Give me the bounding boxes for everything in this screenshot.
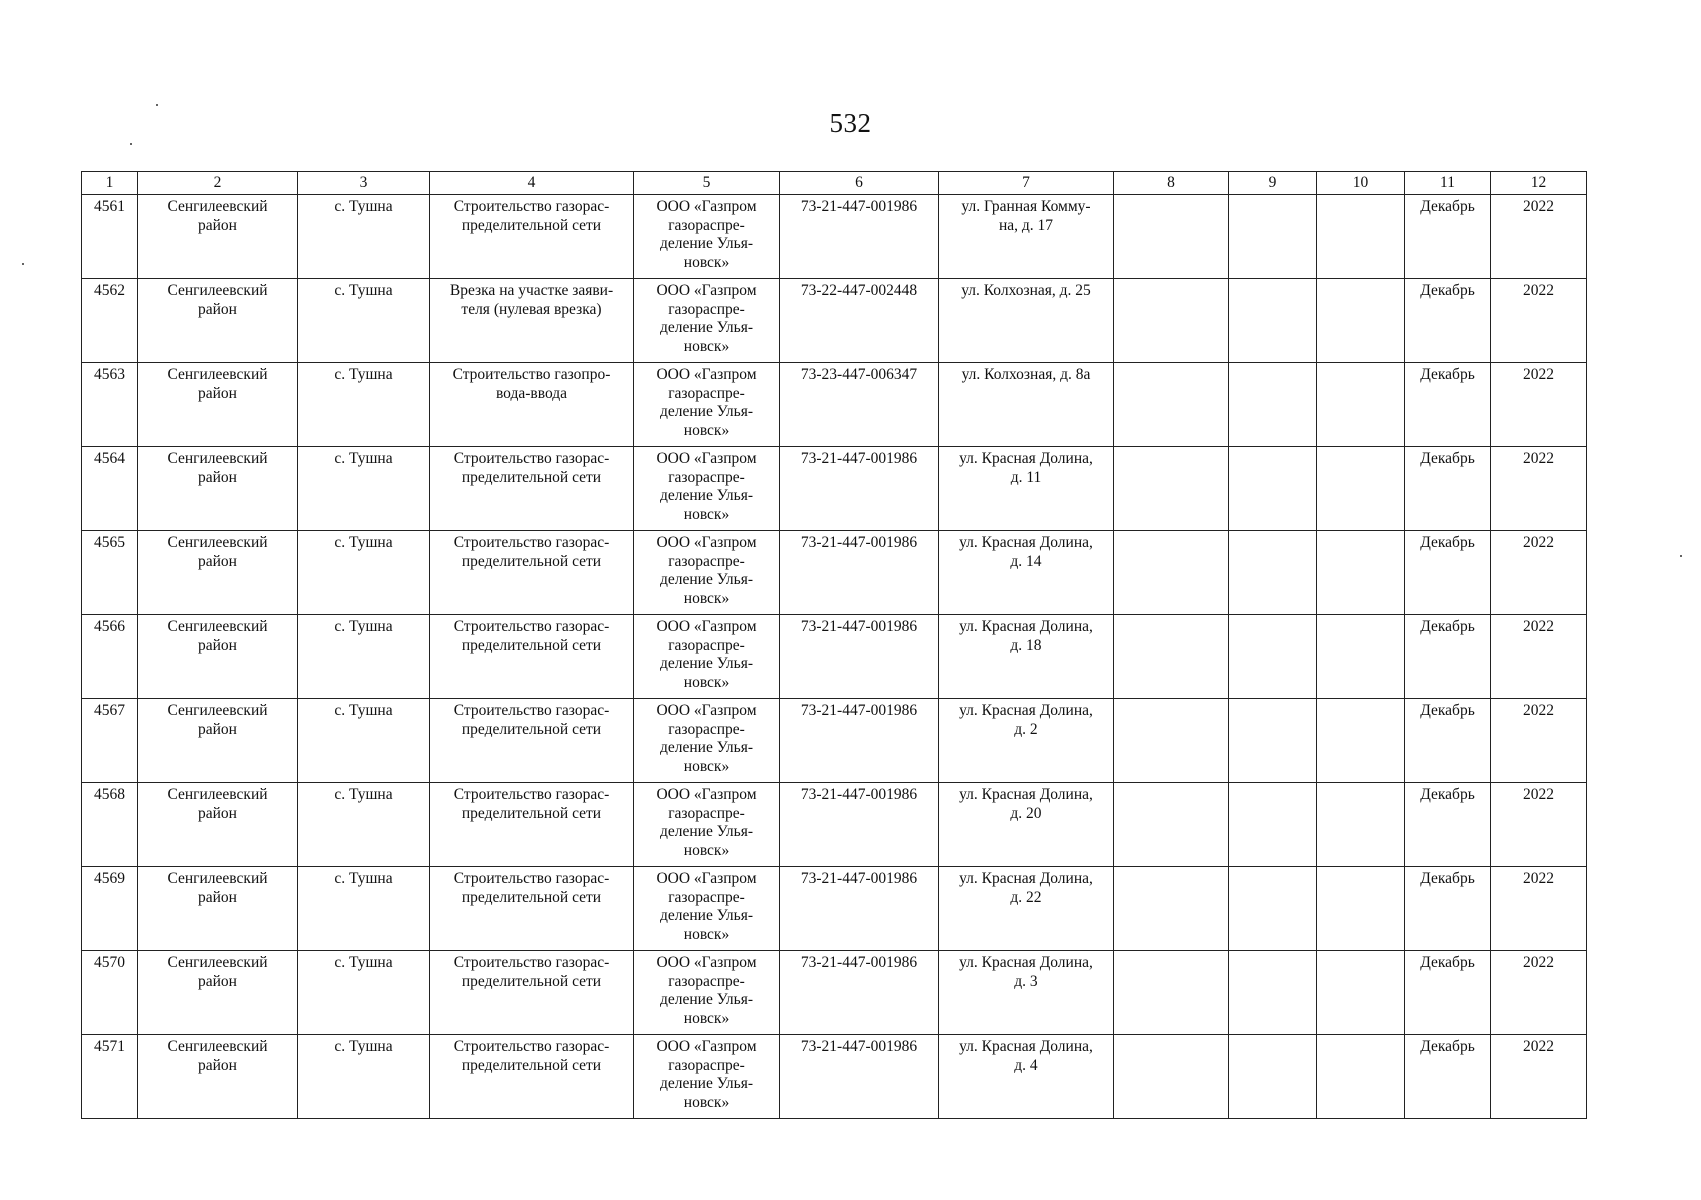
address-line: ул. Красная Долина,	[959, 534, 1093, 551]
row-number-cell: 4568	[82, 783, 138, 867]
address-line: д. 2	[1014, 720, 1038, 738]
work-type-line: Строительство газорас-	[453, 1038, 610, 1055]
organization-cell	[634, 195, 780, 279]
address-cell	[939, 867, 1114, 951]
row-number-cell: 4566	[82, 615, 138, 699]
locality-cell: с. Тушна	[298, 531, 430, 615]
work-type-cell	[430, 951, 634, 1035]
district-cell	[138, 195, 298, 279]
row-number-cell: 4567	[82, 699, 138, 783]
month-cell: Декабрь	[1405, 195, 1491, 279]
organization-line: деление Улья-	[659, 571, 754, 588]
locality-cell: с. Тушна	[298, 615, 430, 699]
column-header: 6	[780, 172, 939, 195]
address-line: ул. Красная Долина,	[959, 618, 1093, 635]
scan-speck	[156, 104, 158, 106]
year-cell: 2022	[1491, 951, 1587, 1035]
object-code-cell: 73-21-447-001986	[780, 447, 939, 531]
district-cell	[138, 615, 298, 699]
organization-cell	[634, 699, 780, 783]
organization-cell	[634, 447, 780, 531]
table-row	[82, 951, 1587, 1035]
column-8-cell	[1114, 363, 1229, 447]
year-cell: 2022	[1491, 699, 1587, 783]
column-header: 7	[939, 172, 1114, 195]
organization-line: деление Улья-	[659, 487, 754, 504]
organization-line: новск»	[683, 505, 730, 523]
address-line: д. 4	[1014, 1056, 1038, 1074]
work-type-line: пределительной сети	[461, 552, 602, 570]
month-cell: Декабрь	[1405, 615, 1491, 699]
column-8-cell	[1114, 867, 1229, 951]
scan-speck	[22, 263, 24, 265]
object-code-cell: 73-22-447-002448	[780, 279, 939, 363]
locality-cell: с. Тушна	[298, 1035, 430, 1119]
address-line: ул. Колхозная, д. 25	[961, 282, 1091, 299]
organization-line: новск»	[683, 589, 730, 607]
district-line: район	[198, 216, 237, 234]
table-row	[82, 363, 1587, 447]
organization-line: деление Улья-	[659, 991, 754, 1008]
row-number-cell: 4561	[82, 195, 138, 279]
column-8-cell	[1114, 615, 1229, 699]
row-number-cell: 4564	[82, 447, 138, 531]
work-type-line: пределительной сети	[461, 636, 602, 654]
row-number-cell: 4562	[82, 279, 138, 363]
district-line: район	[198, 636, 237, 654]
row-number-cell: 4569	[82, 867, 138, 951]
district-cell	[138, 447, 298, 531]
work-type-line: пределительной сети	[461, 468, 602, 486]
object-code-cell: 73-23-447-006347	[780, 363, 939, 447]
column-header: 1	[82, 172, 138, 195]
organization-line: ООО «Газпром	[656, 702, 757, 719]
scan-speck	[1680, 555, 1682, 557]
column-9-cell	[1229, 783, 1317, 867]
column-9-cell	[1229, 615, 1317, 699]
row-number-cell: 4570	[82, 951, 138, 1035]
organization-line: газораспре-	[668, 636, 745, 654]
column-header: 4	[430, 172, 634, 195]
organization-line: газораспре-	[668, 972, 745, 990]
organization-line: ООО «Газпром	[656, 366, 757, 383]
object-code-cell: 73-21-447-001986	[780, 531, 939, 615]
month-cell: Декабрь	[1405, 867, 1491, 951]
district-cell	[138, 951, 298, 1035]
work-type-line: Врезка на участке заяви-	[449, 282, 614, 299]
work-type-line: Строительство газорас-	[453, 702, 610, 719]
district-line: Сенгилеевский	[167, 786, 268, 803]
work-type-line: теля (нулевая врезка)	[461, 300, 602, 318]
address-cell	[939, 447, 1114, 531]
address-line: ул. Красная Долина,	[959, 954, 1093, 971]
district-line: Сенгилеевский	[167, 198, 268, 215]
address-cell	[939, 531, 1114, 615]
work-type-cell	[430, 531, 634, 615]
work-type-line: Строительство газорас-	[453, 786, 610, 803]
work-type-cell	[430, 699, 634, 783]
district-line: Сенгилеевский	[167, 1038, 268, 1055]
organization-line: новск»	[683, 421, 730, 439]
register-body	[82, 195, 1587, 1119]
address-line: д. 11	[1010, 468, 1042, 486]
column-8-cell	[1114, 279, 1229, 363]
column-8-cell	[1114, 699, 1229, 783]
district-line: район	[198, 804, 237, 822]
work-type-cell	[430, 1035, 634, 1119]
month-cell: Декабрь	[1405, 951, 1491, 1035]
object-code-cell: 73-21-447-001986	[780, 195, 939, 279]
organization-line: газораспре-	[668, 300, 745, 318]
year-cell: 2022	[1491, 867, 1587, 951]
column-9-cell	[1229, 531, 1317, 615]
row-number-cell: 4563	[82, 363, 138, 447]
locality-cell: с. Тушна	[298, 783, 430, 867]
address-cell	[939, 699, 1114, 783]
organization-cell	[634, 783, 780, 867]
object-code-cell: 73-21-447-001986	[780, 951, 939, 1035]
organization-line: деление Улья-	[659, 1075, 754, 1092]
month-cell: Декабрь	[1405, 531, 1491, 615]
column-header: 10	[1317, 172, 1405, 195]
address-line: на, д. 17	[998, 216, 1054, 234]
table-row	[82, 867, 1587, 951]
table-row	[82, 531, 1587, 615]
column-header: 11	[1405, 172, 1491, 195]
address-cell	[939, 615, 1114, 699]
address-cell	[939, 783, 1114, 867]
column-10-cell	[1317, 1035, 1405, 1119]
address-line: ул. Красная Долина,	[959, 450, 1093, 467]
table-row	[82, 1035, 1587, 1119]
column-9-cell	[1229, 699, 1317, 783]
district-line: Сенгилеевский	[167, 702, 268, 719]
district-cell	[138, 531, 298, 615]
organization-line: новск»	[683, 841, 730, 859]
column-10-cell	[1317, 195, 1405, 279]
organization-line: новск»	[683, 1093, 730, 1111]
work-type-line: вода-ввода	[495, 384, 568, 402]
district-line: Сенгилеевский	[167, 450, 268, 467]
district-line: район	[198, 972, 237, 990]
work-type-line: пределительной сети	[461, 888, 602, 906]
organization-line: деление Улья-	[659, 319, 754, 336]
organization-line: ООО «Газпром	[656, 618, 757, 635]
address-cell	[939, 279, 1114, 363]
object-code-cell: 73-21-447-001986	[780, 615, 939, 699]
work-type-cell	[430, 867, 634, 951]
district-cell	[138, 699, 298, 783]
column-header: 9	[1229, 172, 1317, 195]
district-line: Сенгилеевский	[167, 366, 268, 383]
district-line: район	[198, 1056, 237, 1074]
work-type-cell	[430, 447, 634, 531]
column-10-cell	[1317, 279, 1405, 363]
year-cell: 2022	[1491, 783, 1587, 867]
column-9-cell	[1229, 363, 1317, 447]
object-code-cell: 73-21-447-001986	[780, 867, 939, 951]
locality-cell: с. Тушна	[298, 447, 430, 531]
address-line: ул. Гранная Комму-	[961, 198, 1091, 215]
organization-line: новск»	[683, 673, 730, 691]
column-10-cell	[1317, 615, 1405, 699]
table-row	[82, 615, 1587, 699]
organization-line: новск»	[683, 925, 730, 943]
table-row	[82, 447, 1587, 531]
organization-line: ООО «Газпром	[656, 282, 757, 299]
address-line: ул. Красная Долина,	[959, 702, 1093, 719]
month-cell: Декабрь	[1405, 699, 1491, 783]
table-row	[82, 279, 1587, 363]
organization-line: ООО «Газпром	[656, 870, 757, 887]
column-8-cell	[1114, 951, 1229, 1035]
organization-line: газораспре-	[668, 552, 745, 570]
organization-line: ООО «Газпром	[656, 786, 757, 803]
work-type-line: Строительство газорас-	[453, 450, 610, 467]
month-cell: Декабрь	[1405, 1035, 1491, 1119]
work-type-cell	[430, 363, 634, 447]
month-cell: Декабрь	[1405, 279, 1491, 363]
column-8-cell	[1114, 1035, 1229, 1119]
organization-cell	[634, 531, 780, 615]
table-row	[82, 699, 1587, 783]
object-code-cell: 73-21-447-001986	[780, 699, 939, 783]
address-line: д. 3	[1014, 972, 1038, 990]
address-line: ул. Красная Долина,	[959, 870, 1093, 887]
column-header: 3	[298, 172, 430, 195]
column-header: 5	[634, 172, 780, 195]
column-10-cell	[1317, 783, 1405, 867]
work-type-line: пределительной сети	[461, 1056, 602, 1074]
column-8-cell	[1114, 195, 1229, 279]
work-type-line: Строительство газопро-	[452, 366, 611, 383]
work-type-line: Строительство газорас-	[453, 534, 610, 551]
column-8-cell	[1114, 783, 1229, 867]
column-9-cell	[1229, 195, 1317, 279]
month-cell: Декабрь	[1405, 783, 1491, 867]
column-9-cell	[1229, 447, 1317, 531]
district-line: Сенгилеевский	[167, 954, 268, 971]
work-type-line: Строительство газорас-	[453, 870, 610, 887]
organization-line: деление Улья-	[659, 403, 754, 420]
year-cell: 2022	[1491, 195, 1587, 279]
work-type-cell	[430, 615, 634, 699]
district-line: район	[198, 384, 237, 402]
locality-cell: с. Тушна	[298, 363, 430, 447]
object-code-cell: 73-21-447-001986	[780, 783, 939, 867]
district-cell	[138, 783, 298, 867]
month-cell: Декабрь	[1405, 363, 1491, 447]
address-cell	[939, 1035, 1114, 1119]
address-line: ул. Красная Долина,	[959, 786, 1093, 803]
organization-line: газораспре-	[668, 216, 745, 234]
organization-line: газораспре-	[668, 888, 745, 906]
year-cell: 2022	[1491, 447, 1587, 531]
organization-line: деление Улья-	[659, 907, 754, 924]
district-line: район	[198, 468, 237, 486]
work-type-cell	[430, 279, 634, 363]
year-cell: 2022	[1491, 615, 1587, 699]
locality-cell: с. Тушна	[298, 279, 430, 363]
district-line: район	[198, 720, 237, 738]
organization-line: новск»	[683, 1009, 730, 1027]
organization-line: газораспре-	[668, 384, 745, 402]
work-type-cell	[430, 783, 634, 867]
district-line: Сенгилеевский	[167, 282, 268, 299]
district-cell	[138, 1035, 298, 1119]
address-cell	[939, 951, 1114, 1035]
organization-cell	[634, 363, 780, 447]
organization-line: деление Улья-	[659, 823, 754, 840]
organization-line: газораспре-	[668, 468, 745, 486]
district-line: Сенгилеевский	[167, 534, 268, 551]
address-line: д. 20	[1010, 804, 1042, 822]
column-10-cell	[1317, 951, 1405, 1035]
work-type-line: пределительной сети	[461, 972, 602, 990]
column-8-cell	[1114, 447, 1229, 531]
address-line: ул. Колхозная, д. 8а	[961, 366, 1091, 383]
district-line: район	[198, 888, 237, 906]
column-9-cell	[1229, 867, 1317, 951]
column-10-cell	[1317, 531, 1405, 615]
work-type-line: Строительство газорас-	[453, 954, 610, 971]
district-cell	[138, 867, 298, 951]
organization-line: деление Улья-	[659, 235, 754, 252]
address-cell	[939, 195, 1114, 279]
table-row	[82, 783, 1587, 867]
register-table	[81, 171, 1587, 1119]
column-header: 2	[138, 172, 298, 195]
year-cell: 2022	[1491, 531, 1587, 615]
scan-speck	[130, 143, 132, 145]
work-type-line: пределительной сети	[461, 804, 602, 822]
locality-cell: с. Тушна	[298, 867, 430, 951]
column-header: 8	[1114, 172, 1229, 195]
column-9-cell	[1229, 1035, 1317, 1119]
organization-cell	[634, 867, 780, 951]
organization-line: газораспре-	[668, 804, 745, 822]
column-header: 12	[1491, 172, 1587, 195]
organization-line: ООО «Газпром	[656, 450, 757, 467]
column-9-cell	[1229, 279, 1317, 363]
district-line: Сенгилеевский	[167, 870, 268, 887]
organization-line: деление Улья-	[659, 739, 754, 756]
organization-line: ООО «Газпром	[656, 1038, 757, 1055]
organization-line: новск»	[683, 337, 730, 355]
district-line: район	[198, 300, 237, 318]
column-number-row	[82, 172, 1587, 195]
row-number-cell: 4565	[82, 531, 138, 615]
month-cell: Декабрь	[1405, 447, 1491, 531]
column-9-cell	[1229, 951, 1317, 1035]
district-line: район	[198, 552, 237, 570]
organization-line: новск»	[683, 757, 730, 775]
object-code-cell: 73-21-447-001986	[780, 1035, 939, 1119]
address-line: ул. Красная Долина,	[959, 1038, 1093, 1055]
organization-line: деление Улья-	[659, 655, 754, 672]
work-type-line: Строительство газорас-	[453, 198, 610, 215]
organization-line: газораспре-	[668, 1056, 745, 1074]
organization-cell	[634, 279, 780, 363]
organization-line: ООО «Газпром	[656, 198, 757, 215]
work-type-cell	[430, 195, 634, 279]
organization-line: ООО «Газпром	[656, 954, 757, 971]
column-10-cell	[1317, 699, 1405, 783]
organization-cell	[634, 1035, 780, 1119]
address-line: д. 14	[1010, 552, 1042, 570]
page-number: 532	[829, 108, 872, 138]
work-type-line: Строительство газорас-	[453, 618, 610, 635]
organization-cell	[634, 951, 780, 1035]
organization-line: новск»	[683, 253, 730, 271]
table-row	[82, 195, 1587, 279]
organization-cell	[634, 615, 780, 699]
district-cell	[138, 279, 298, 363]
organization-line: газораспре-	[668, 720, 745, 738]
year-cell: 2022	[1491, 1035, 1587, 1119]
row-number-cell: 4571	[82, 1035, 138, 1119]
column-10-cell	[1317, 447, 1405, 531]
column-10-cell	[1317, 867, 1405, 951]
year-cell: 2022	[1491, 363, 1587, 447]
year-cell: 2022	[1491, 279, 1587, 363]
work-type-line: пределительной сети	[461, 216, 602, 234]
locality-cell: с. Тушна	[298, 195, 430, 279]
column-8-cell	[1114, 531, 1229, 615]
locality-cell: с. Тушна	[298, 699, 430, 783]
organization-line: ООО «Газпром	[656, 534, 757, 551]
column-10-cell	[1317, 363, 1405, 447]
locality-cell: с. Тушна	[298, 951, 430, 1035]
district-cell	[138, 363, 298, 447]
district-line: Сенгилеевский	[167, 618, 268, 635]
address-line: д. 18	[1010, 636, 1042, 654]
address-cell	[939, 363, 1114, 447]
address-line: д. 22	[1010, 888, 1042, 906]
work-type-line: пределительной сети	[461, 720, 602, 738]
